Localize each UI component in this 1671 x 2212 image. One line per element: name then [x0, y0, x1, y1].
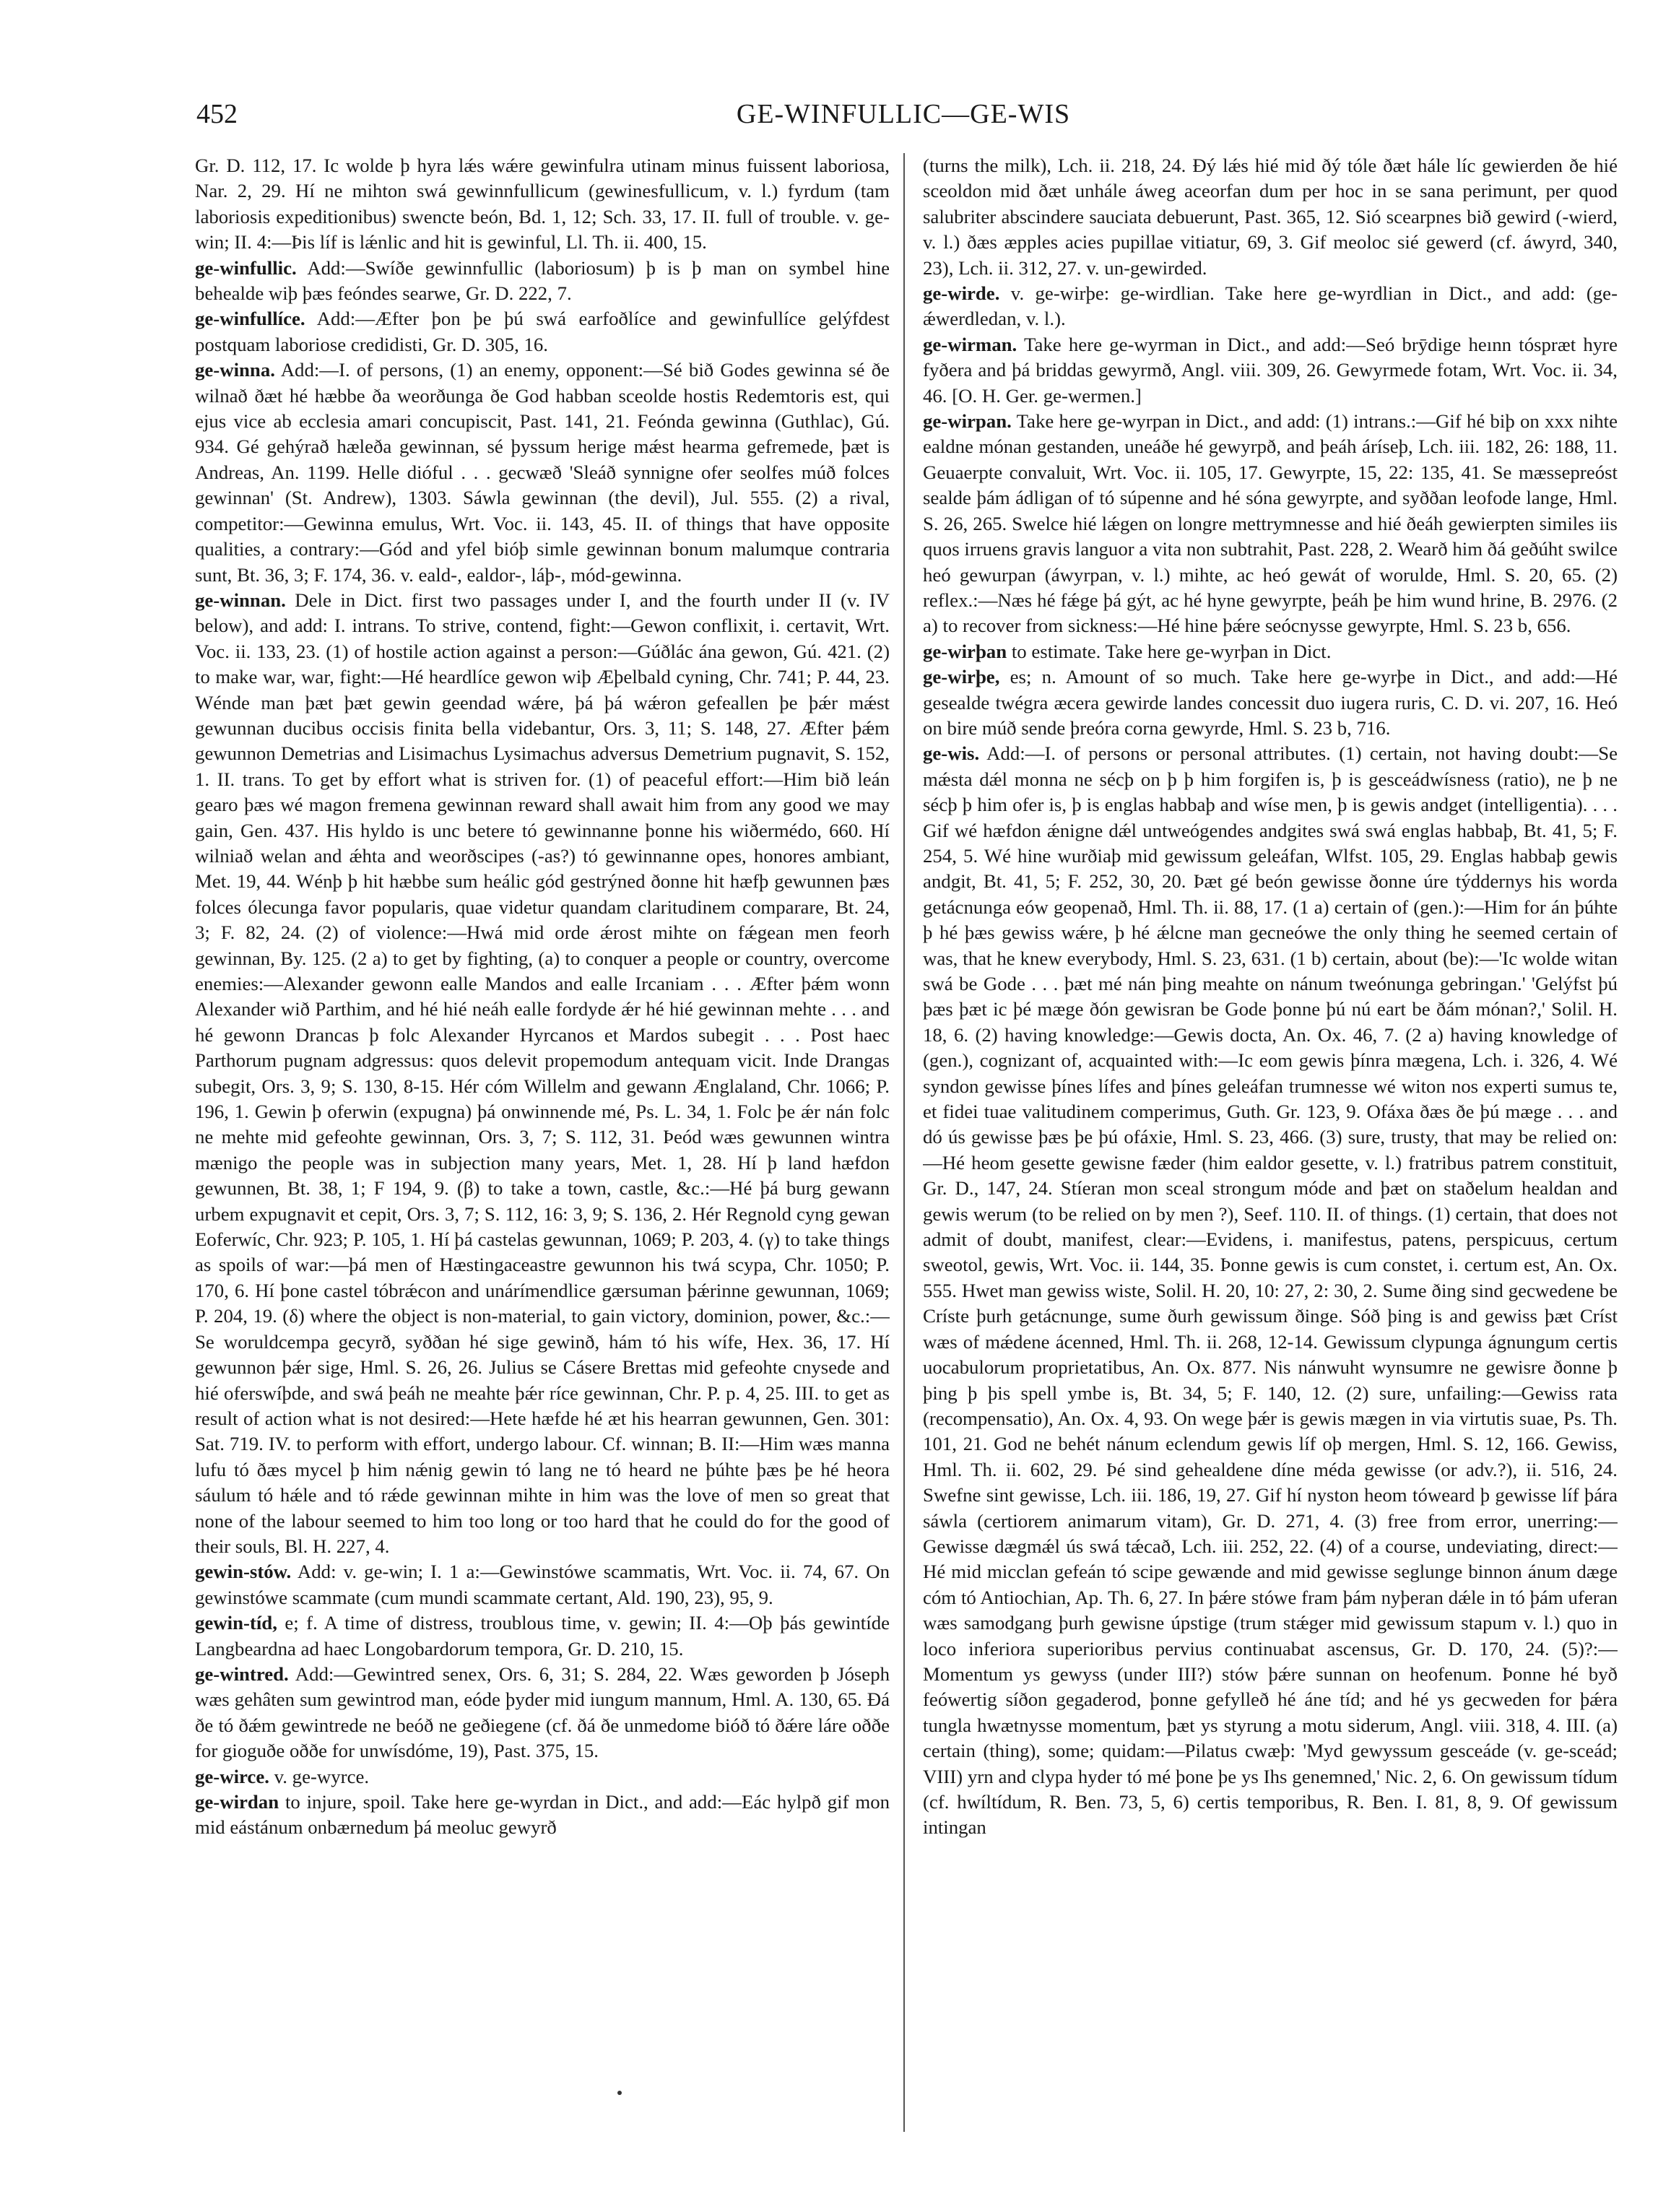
dictionary-entry: [923, 664, 1618, 741]
entry-headword: ge-winfullic.: [195, 256, 297, 279]
entry-text: Add:—Swíðe gewinnfullic (laboriosum) þ is þ man on symbel hine behealde wiþ þæs feóndes searwe, Gr. D. 222, 7.: [195, 256, 890, 305]
entry-text: Add:—Gewintred senex, Ors. 6, 31; S. 284, 22. Wæs geworden þ Jóseph wæs gehâten sum gewintrod man, eóde þyder mid iungum mannum, Hml. A. 130, 65. Ðá ðe tó ðǽm gewintrede ne beóð ne geðiegene (cf. ðá ðe unmedome bióð tó ðǽre láre oððe for gioguðe oððe for unwísdóme, 19), Past. 375, 15.: [195, 1662, 890, 1762]
entry-headword: ge-wirdan: [195, 1791, 279, 1813]
entry-text: Add:—Æfter þon þe þú swá earfoðlíce and gewinfullíce gelýfdest postquam laboriose credidisti, Gr. D. 305, 16.: [195, 308, 890, 355]
dictionary-entry: [923, 281, 1618, 332]
entry-headword: ge-wirpan.: [923, 410, 1012, 433]
dictionary-entry: [195, 588, 890, 1559]
page-header: [196, 98, 1610, 142]
entry-text: to estimate. Take here ge-wyrþan in Dict.: [1011, 640, 1332, 662]
entry-text: Add: v. ge-win; I. 1 a:—Gewinstówe scammatis, Wrt. Voc. ii. 74, 67. On gewinstówe scammate (cum mundi scammate certant, Ald. 190, 23), 95, 9.: [195, 1561, 890, 1608]
running-head: GE-WINFULLIC—GE-WIS: [736, 99, 1071, 129]
dictionary-entry: [923, 741, 1618, 1840]
column-divider: [903, 153, 905, 2132]
page-number: 452: [196, 99, 238, 129]
entry-headword: ge-wirman.: [923, 333, 1017, 355]
entry-headword: gewin-tíd,: [195, 1612, 277, 1634]
entry-text: Add:—I. of persons or personal attributes. (1) certain, not having doubt:—Se mǽsta dǽl monna ne sécþ on þ þ him forgifen is, þ is gesceádwísness (ratio), ne þ ne sécþ þ him ofer is, þ is englas habbaþ and wíse men, þ is gewis andget (intelligentia). . . . Gif wé hæfdon ǽnigne dǽl untweógendes andgites swá swá englas habbaþ, Bt. 41, 5; F. 254, 5. Wé hine wurðiaþ mid gewissum geleáfan, Wlfst. 105, 29. Englas habbaþ gewis andgit, Bt. 41, 5; F. 252, 30, 20. Þæt gé beón gewisse ðonne úre týddernys his worda getácnunga eów geopenað, Hml. Th. ii. 88, 17. (1 a) certain of (gen.):—Him for án þúhte þ hé þæs gewiss wǽre, þ hé ǽlcne man gecneówe the only thing he seemed certain of was, that he knew everybody, Hml. S. 23, 631. (1 b) certain, about (be):—'Ic wolde witan swá be Gode . . . þæt mé nán þing meahte on nánum tweónunga gebringan.' 'Gelýfst þú þæs þæt ic þé mæge ðón gewisran be Gode þonne þú nú eart be ðám mónan?,' Solil. H. 18, 6. (2) having knowledge:—Gewis docta, An. Ox. 46, 7. (2 a) having knowledge of (gen.), cognizant of, acquainted with:—Ic eom gewis þínra mægena, Lch. i. 326, 4. Wé syndon gewisse þínes lífes and þínes geleáfan trumnesse wé witon nos experti sumus te, et fidei tuae valitudinem comperimus, Guth. Gr. 123, 9. Ofáxa ðæs ðe þú mæge . . . and dó ús gewisse þæs þe þú ofáxie, Hml. S. 23, 466. (3) sure, trusty, that may be relied on:—Hé heom gesette gewisne fæder (him ealdor gesette, v. l.) fratribus patrem constituit, Gr. D., 147, 24. Stíeran mon sceal strongum móde and þæt on staðelum healdan and gewis werum (to be relied on by men ?), Seef. 110. II. of things. (1) certain, that does not admit of doubt, manifest, clear:—Evidens, i. manifestus, patens, perspicuus, certum sweotol, gewis, Wrt. Voc. ii. 144, 35. Þonne gewis is cum constet, i. certum est, An. Ox. 555. Hwet man gewiss wiste, Solil. H. 20, 10: 27, 2: 30, 2. Sume ðing sind gecwedene be Críste þurh getácnunge, sume ðurh gewissum ðinge. Sóð þing is and gewiss þæt Críst wæs of mǽdene ácenned, Hml. Th. ii. 268, 12-14. Gewissum clypunga ágnungum certis uocabulorum proprietatibus, An. Ox. 877. Nis nánwuht wynsumre ne gewisre ðonne þ þing þ þis spell ymbe is, Bt. 34, 5; F. 140, 12. (2) sure, unfailing:—Gewiss rata (recompensatio), An. Ox. 4, 93. On wege þǽr is gewis mægen in via virtutis suae, Ps. Th. 101, 21. God ne behét nánum eclendum gewis líf oþ mergen, Hml. S. 12, 166. Gewiss, Hml. Th. ii. 602, 29. Þé sind gehealdene díne méda gewisse (or adv.?), ii. 516, 24. Swefne sint gewisse, Lch. iii. 186, 19, 27. Gif hí nyston heom tóweard þ gewisse líf þára sáwla (certiorem animarum vitam), Gr. D. 271, 4. (3) free from error, unerring:—Gewisse dægmǽl ús swá tǽcað, Lch. iii. 252, 22. (4) of a course, undeviating, direct:—Hé mid micclan gefeán tó scipe gewænde and mid gewisse seglunge binnon ánum dæge cóm tó Antiochian, Ap. Th. 6, 27. In þǽre stówe fram þám nyþeran dǽle in tó þám uferan wæs samodgang þurh gewisne úpstige (trum stǽger mid gewissum stapum v. l.) quo in loco inferiora superioribus pervius continuabat ascensus, Gr. D. 170, 24. (5)?:—Momentum ys gewyss (under III?) stów þǽre sunnan on heofenum. Þonne hé byð feówertig síðon gegaderod, þonne gefylleð hé áne tíd; and hé ys gecweden for þǽra tungla hwætnysse momentum, þæt ys styrung a motu siderum, Angl. viii. 318, 4. III. (a) certain (thing), some; quidam:—Pilatus cwæþ: 'Myd gewyssum gesceáde (v. ge-sceád; VIII) yrn and clypa hyder tó mé þone þe ys Ihs genemned,' Nic. 2, 6. On gewissum tídum (cf. hwíltídum, R. Ben. 73, 5, 6) certis temporibus, R. Ben. I. 81, 8, 9. Of gewissum intingan: [923, 742, 1618, 1839]
entry-text: Add:—I. of persons, (1) an enemy, opponent:—Sé bið Godes gewinna sé ðe wilnað ðæt hé hæbbe ða weorðunga ðe God habban sceolde hostis Redemtoris est, qui ejus vice ab ecclesia amari concupiscit, Past. 141, 21. Feónda gewinna (Guthlac), Gú. 934. Gé gehýrað hæleða gewinnan, sé þyssum herige mǽst hearma gefremede, þæt is Andreas, An. 1199. Helle dióful . . . gecwæð 'Sleáð synnigne ofer seolfes múð folces gewinnan' (St. Andrew), 1303. Sáwla gewinnan (the devil), Jul. 555. (2) a rival, competitor:—Gewinna emulus, Wrt. Voc. ii. 143, 45. II. of things that have opposite qualities, a contrary:—Gód and yfel bióþ simle gewinnan bonum malumque contraria sunt, Bt. 36, 3; F. 174, 36. v. eald-, ealdor-, láþ-, mód-gewinna.: [195, 359, 890, 586]
entry-headword: ge-wirþan: [923, 640, 1007, 662]
entry-headword: ge-wintred.: [195, 1662, 289, 1685]
dictionary-entry: [923, 639, 1618, 664]
entry-headword: ge-wirde.: [923, 282, 1000, 305]
entry-text: Dele in Dict. first two passages under I, and the fourth under II (v. IV below), and add: I. intrans. To strive, contend, fight:—Gewon conflixit, i. certavit, Wrt. Voc. ii. 133, 23. (1) of hostile action against a person:—Gúðlác ána gewon, Gú. 421. (2) to make war, war, fight:—Hé heardlíce gewon wiþ Æþelbald cyning, Chr. 741; P. 44, 23. Wénde man þæt þæt gewin geendad wǽre, þá þá wǽron gefeallen þe þǽr mǽst gewunnan ducibus occisis finita bella videbantur, Ors. 3, 11; S. 148, 27. Æfter þǽm gewunnon Demetrias and Lisimachus Lysimachus adversus Demetrium pugnavit, S. 152, 1. II. trans. To get by effort what is striven for. (1) of peaceful effort:—Him bið leán gearo þæs wé magon fremena gewinnan reward shall await him from any good we may gain, Gen. 437. His hyldo is unc betere tó gewinnanne þonne his wiðermédo, 660. Hí wilniað welan and ǽhta and weorðscipes (-as?) tó gewinnanne opes, honores ambiant, Met. 19, 44. Wénþ þ hit hæbbe sum heálic gód gestrýned ðonne hit hæfþ gewunnen þæs folces ólecunga favor popularis, quae videtur quandam claritudinem comparare, Bt. 24, 3; F. 82, 24. (2) of violence:—Hwá mid orde ǽrost mihte on fǽgean men feorh gewinnan, By. 125. (2 a) to get by fighting, (a) to conquer a people or country, overcome enemies:—Alexander gewonn ealle Mandos and ealle Ircaniam . . . Æfter þǽm wonn Alexander wið Parthim, and hé hié neáh ealle fordyde ǽr hé hié gewinnan mehte . . . and hé gewonn Drancas þ folc Alexander Hyrcanos et Mardos subegit . . . Post haec Parthorum pugnam adgressus: quos delevit propemodum antequam vicit. Inde Drangas subegit, Ors. 3, 9; S. 130, 8-15. Hér cóm Willelm and gewann Ænglaland, Chr. 1066; P. 196, 1. Gewin þ oferwin (expugna) þá onwinnende mé, Ps. L. 34, 1. Folc þe ǽr nán folc ne mehte mid gefeohte gewinnan, Ors. 3, 7; S. 112, 31. Þeód wæs gewunnen wintra mænigo the people was in subjection many years, Met. 1, 28. Hí þ land hæfdon gewunnen, Bt. 38, 1; F 194, 9. (β) to take a town, castle, &c.:—Hé þá burg gewann urbem expugnavit et cepit, Ors. 3, 7; S. 112, 16: 3, 9; S. 136, 2. Hér Regnold cyng gewan Eoferwíc, Chr. 923; P. 105, 1. Hí þá castelas gewunnan, 1069; P. 203, 4. (γ) to take things as spoils of war:—þá men of Hæstingaceastre gewunnon his twá scypa, Chr. 1050; P. 170, 6. Hí þone castel tóbrǽcon and unárímendlice gærsuman þǽrinne gewunnan, 1069; P. 204, 19. (δ) where the object is non-material, to gain victory, dominion, power, &c.:—Se woruldcempa gecyrð, syððan hé sige gewinð, hám tó his wífe, Hex. 36, 17. Hí gewunnon þǽr sige, Hml. S. 26, 26. Julius se Cásere Brettas mid gefeohte cnysede and hié oferswíþde, and swá þeáh ne meahte þǽr ríce gewinnan, Chr. P. p. 4, 25. III. to get as result of action what is not desired:—Hete hæfde hé æt his hearran gewunnen, Gen. 301: Sat. 719. IV. to perform with effort, undergo labour. Cf. winnan; B. II:—Him wæs manna lufu tó ðæs mycel þ him nǽnig gewin tó lang ne tó heard ne þúhte þæs þe hé heora sáulum tó hǽle and tó rǽde gewinnan mihte in him was the love of men so great that none of the labour seemed to him too long or too hard that he could do for the good of their souls, Bl. H. 227, 4.: [195, 589, 890, 1557]
dictionary-entry: [195, 153, 890, 256]
dictionary-entry: [195, 1790, 890, 1841]
dictionary-entry: [195, 1610, 890, 1662]
dictionary-entry: [195, 306, 890, 357]
entry-headword: ge-winfullíce.: [195, 308, 305, 330]
entry-headword: ge-winnan.: [195, 589, 286, 611]
dictionary-entry: [923, 332, 1618, 409]
right-column: [923, 153, 1618, 2190]
dictionary-entry: [195, 1662, 890, 1764]
entry-text: e; f. A time of distress, troublous time, v. gewin; II. 4:—Oþ þás gewintíde Langbeardna ad haec Longobardorum tempora, Gr. D. 210, 15.: [195, 1612, 890, 1660]
left-column: [195, 153, 890, 2190]
dictionary-entry: [923, 153, 1618, 281]
entry-headword: ge-wirþe,: [923, 666, 1000, 688]
dictionary-entry: [195, 256, 890, 307]
dictionary-entry: [195, 1559, 890, 1610]
dictionary-entry: [195, 357, 890, 588]
entry-text: Gr. D. 112, 17. Ic wolde þ hyra lǽs wǽre gewinfulra utinam minus fuissent laboriosa, Nar. 2, 29. Hí ne mihton swá gewinnfullicum (gewinesfullicum, v. l.) fyrdum (tam laboriosis expeditionibus) swencte beón, Bd. 1, 12; Sch. 33, 17. II. full of trouble. v. ge-win; II. 4:—Þis líf is lǽnlic and hit is gewinful, Ll. Th. ii. 400, 15.: [195, 155, 890, 253]
entry-headword: gewin-stów.: [195, 1561, 292, 1583]
entry-headword: ge-winna.: [195, 359, 275, 381]
print-speck: [617, 2091, 622, 2095]
entry-text: Take here ge-wyrpan in Dict., and add: (1) intrans.:—Gif hé biþ on xxx nihte ealdne mónan gestanden, uneáðe hé gewyrpð, and þeáh áríseþ, Lch. iii. 182, 26: 188, 11. Geuaerpte convaluit, Wrt. Voc. ii. 105, 17. Gewyrpte, 15, 22: 135, 41. Se mæssepreóst sealde þám ádligan of tó súpenne and hé sóna gewyrpte, and syððan leofode lange, Hml. S. 26, 265. Swelce hié lǽgen on longre mettrymnesse and hié ðeáh gewierpten similes iis quos irruens gravis languor a vita non subtrahit, Past. 228, 2. Wearð him ðá geðúht swilce heó gewurpan (áwyrpan, v. l.) mihte, ac heó gewát of worulde, Hml. S. 20, 65. (2) reflex.:—Næs hé fǽge þá gýt, ac hé hyne gewyrpte, þeáh þe him wund hrine, B. 2976. (2 a) to recover from sickness:—Hé hine þǽre seócnysse gewyrpte, Hml. S. 23 b, 656.: [923, 410, 1618, 637]
entry-text: to injure, spoil. Take here ge-wyrdan in Dict., and add:—Eác hylpð gif mon mid eástánum onbærnedum þá meoluc gewyrð: [195, 1791, 890, 1839]
entry-text: v. ge-wirþe: ge-wirdlian. Take here ge-wyrdlian in Dict., and add: (ge-ǽwerdledan, v. l.).: [923, 282, 1618, 330]
entry-text: (turns the milk), Lch. ii. 218, 24. Ðý lǽs hié mid ðý tóle ðæt hále líc gewierden ðe hié sceoldon mid ðæt unhále áweg aceorfan dum per hoc in se sana perimunt, per quod salubriter abscindere sauciata debuerunt, Past. 365, 12. Sió scearpnes bið gewird (-wierd, v. l.) ðæs æpples acies pupillae vitiatur, 69, 3. Gif meoloc sié gewerd (cf. áwyrd, 340, 23), Lch. ii. 312, 27. v. un-gewirded.: [923, 155, 1618, 279]
entry-text: es; n. Amount of so much. Take here ge-wyrþe in Dict., and add:—Hé gesealde twégra æcera gewirde landes concessit duo iugera ruris, C. D. vi. 207, 16. Heó on bire múð sende þreóra corna gewyrde, Hml. S. 23 b, 716.: [923, 666, 1618, 739]
entry-text: v. ge-wyrce.: [274, 1765, 370, 1787]
dictionary-entry: [195, 1764, 890, 1790]
entry-headword: ge-wirce.: [195, 1765, 269, 1787]
entry-headword: ge-wis.: [923, 742, 980, 765]
dictionary-entry: [923, 409, 1618, 639]
entry-text: Take here ge-wyrman in Dict., and add:—Seó brȳdige heınn tóspræt hyre fyðera and þá briddas gewyrmð, Angl. viii. 309, 26. Gewyrmede fotam, Wrt. Voc. ii. 34, 46. [O. H. Ger. ge-wermen.]: [923, 333, 1618, 407]
